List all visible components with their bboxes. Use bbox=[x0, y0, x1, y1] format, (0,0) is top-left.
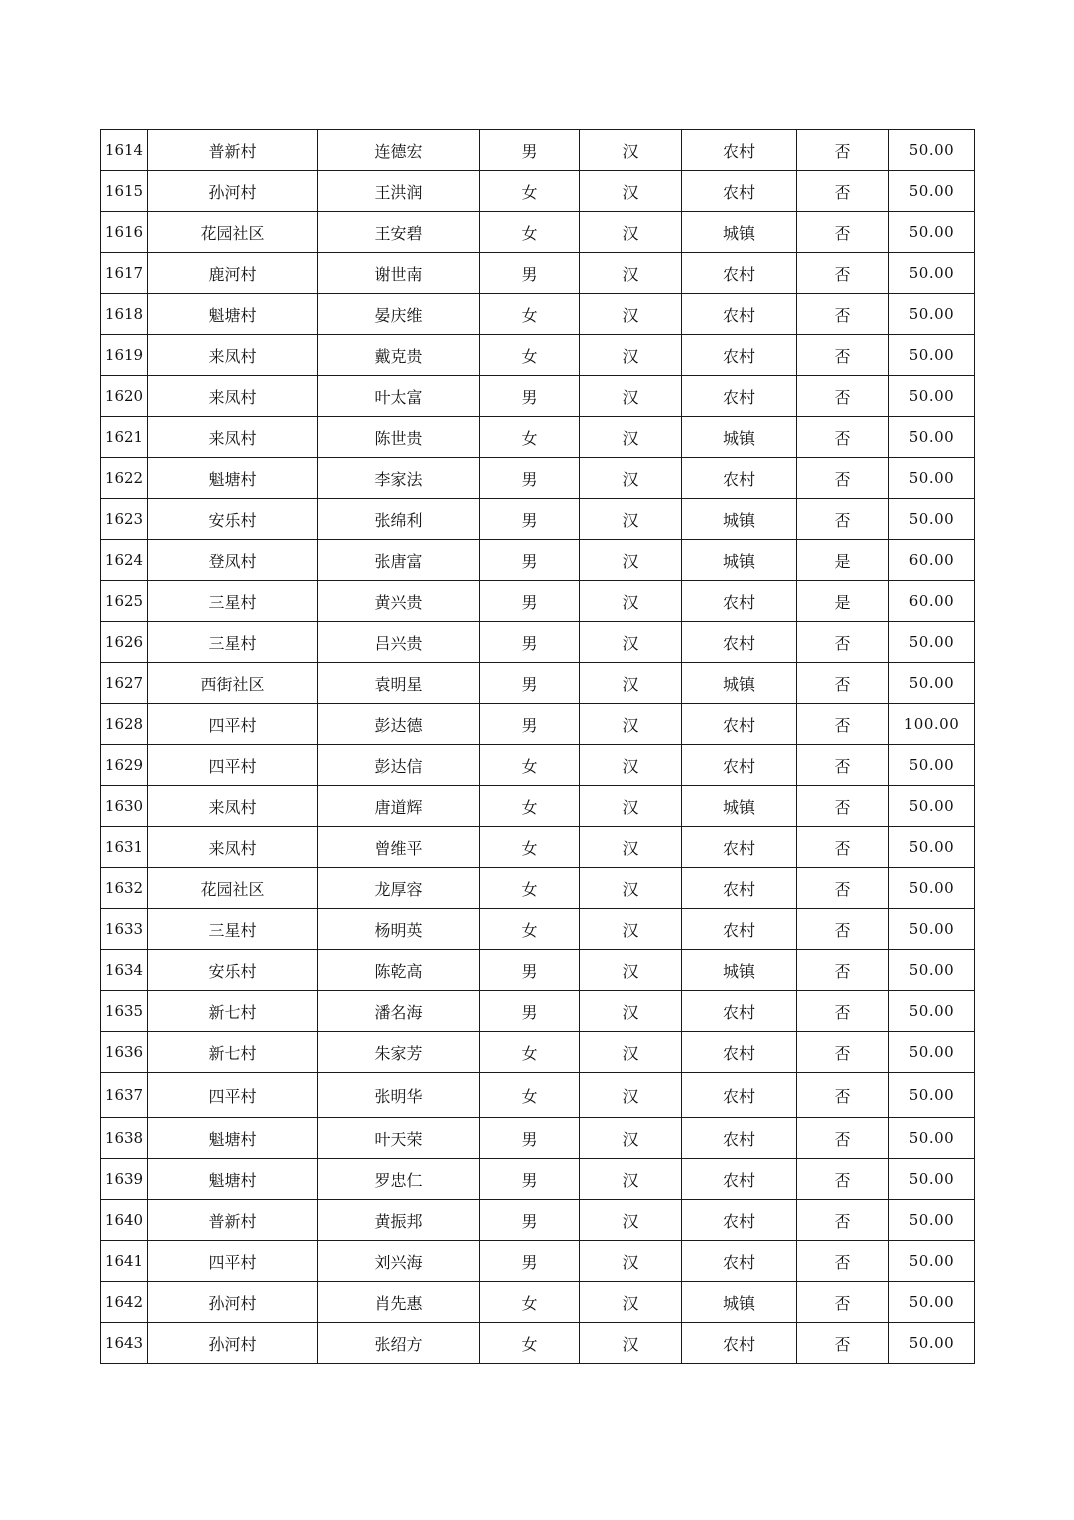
residence-type-cell: 农村 bbox=[682, 171, 797, 212]
flag-cell: 否 bbox=[797, 622, 889, 663]
flag-cell: 否 bbox=[797, 212, 889, 253]
village-cell: 魁塘村 bbox=[148, 458, 318, 499]
row-number-cell: 1643 bbox=[101, 1323, 148, 1364]
amount-cell: 50.00 bbox=[889, 622, 975, 663]
residence-type-cell: 农村 bbox=[682, 130, 797, 171]
ethnicity-cell: 汉 bbox=[580, 376, 682, 417]
table-row bbox=[101, 663, 975, 704]
gender-cell: 男 bbox=[480, 581, 580, 622]
amount-cell: 50.00 bbox=[889, 745, 975, 786]
row-number-cell: 1637 bbox=[101, 1073, 148, 1118]
flag-cell: 否 bbox=[797, 458, 889, 499]
person-name-cell: 罗忠仁 bbox=[318, 1159, 480, 1200]
flag-cell: 否 bbox=[797, 950, 889, 991]
row-number-cell: 1640 bbox=[101, 1200, 148, 1241]
person-name-cell: 张绵利 bbox=[318, 499, 480, 540]
village-cell: 西街社区 bbox=[148, 663, 318, 704]
residence-type-cell: 农村 bbox=[682, 868, 797, 909]
ethnicity-cell: 汉 bbox=[580, 1323, 682, 1364]
residence-type-cell: 农村 bbox=[682, 909, 797, 950]
ethnicity-cell: 汉 bbox=[580, 786, 682, 827]
row-number-cell: 1615 bbox=[101, 171, 148, 212]
amount-cell: 50.00 bbox=[889, 991, 975, 1032]
gender-cell: 女 bbox=[480, 1032, 580, 1073]
village-cell: 孙河村 bbox=[148, 171, 318, 212]
gender-cell: 男 bbox=[480, 1159, 580, 1200]
gender-cell: 男 bbox=[480, 704, 580, 745]
row-number-cell: 1623 bbox=[101, 499, 148, 540]
amount-cell: 50.00 bbox=[889, 1282, 975, 1323]
table-row bbox=[101, 253, 975, 294]
village-cell: 来凤村 bbox=[148, 827, 318, 868]
residence-type-cell: 农村 bbox=[682, 991, 797, 1032]
flag-cell: 否 bbox=[797, 1159, 889, 1200]
gender-cell: 女 bbox=[480, 868, 580, 909]
person-name-cell: 叶太富 bbox=[318, 376, 480, 417]
amount-cell: 60.00 bbox=[889, 581, 975, 622]
ethnicity-cell: 汉 bbox=[580, 622, 682, 663]
flag-cell: 是 bbox=[797, 581, 889, 622]
residence-type-cell: 农村 bbox=[682, 704, 797, 745]
amount-cell: 60.00 bbox=[889, 540, 975, 581]
amount-cell: 50.00 bbox=[889, 1323, 975, 1364]
gender-cell: 男 bbox=[480, 622, 580, 663]
ethnicity-cell: 汉 bbox=[580, 991, 682, 1032]
village-cell: 孙河村 bbox=[148, 1323, 318, 1364]
gender-cell: 男 bbox=[480, 1118, 580, 1159]
person-name-cell: 杨明英 bbox=[318, 909, 480, 950]
village-cell: 来凤村 bbox=[148, 786, 318, 827]
ethnicity-cell: 汉 bbox=[580, 704, 682, 745]
residence-type-cell: 城镇 bbox=[682, 950, 797, 991]
person-name-cell: 叶天荣 bbox=[318, 1118, 480, 1159]
table-row bbox=[101, 376, 975, 417]
row-number-cell: 1621 bbox=[101, 417, 148, 458]
table-row bbox=[101, 458, 975, 499]
table-row bbox=[101, 417, 975, 458]
gender-cell: 男 bbox=[480, 376, 580, 417]
ethnicity-cell: 汉 bbox=[580, 950, 682, 991]
gender-cell: 男 bbox=[480, 130, 580, 171]
person-name-cell: 黄振邦 bbox=[318, 1200, 480, 1241]
gender-cell: 男 bbox=[480, 253, 580, 294]
village-cell: 四平村 bbox=[148, 745, 318, 786]
row-number-cell: 1625 bbox=[101, 581, 148, 622]
table-row bbox=[101, 1200, 975, 1241]
roster-table bbox=[100, 129, 975, 1364]
person-name-cell: 朱家芳 bbox=[318, 1032, 480, 1073]
flag-cell: 否 bbox=[797, 171, 889, 212]
flag-cell: 否 bbox=[797, 868, 889, 909]
amount-cell: 50.00 bbox=[889, 1241, 975, 1282]
flag-cell: 是 bbox=[797, 540, 889, 581]
residence-type-cell: 城镇 bbox=[682, 212, 797, 253]
table-row bbox=[101, 991, 975, 1032]
flag-cell: 否 bbox=[797, 909, 889, 950]
residence-type-cell: 城镇 bbox=[682, 786, 797, 827]
table-row bbox=[101, 868, 975, 909]
row-number-cell: 1634 bbox=[101, 950, 148, 991]
flag-cell: 否 bbox=[797, 417, 889, 458]
table-row bbox=[101, 704, 975, 745]
roster-body bbox=[101, 130, 975, 1364]
amount-cell: 50.00 bbox=[889, 950, 975, 991]
amount-cell: 50.00 bbox=[889, 1200, 975, 1241]
flag-cell: 否 bbox=[797, 1032, 889, 1073]
ethnicity-cell: 汉 bbox=[580, 212, 682, 253]
person-name-cell: 连德宏 bbox=[318, 130, 480, 171]
amount-cell: 50.00 bbox=[889, 130, 975, 171]
village-cell: 魁塘村 bbox=[148, 1159, 318, 1200]
gender-cell: 女 bbox=[480, 417, 580, 458]
person-name-cell: 王洪润 bbox=[318, 171, 480, 212]
flag-cell: 否 bbox=[797, 1323, 889, 1364]
village-cell: 鹿河村 bbox=[148, 253, 318, 294]
table-row bbox=[101, 745, 975, 786]
village-cell: 三星村 bbox=[148, 581, 318, 622]
gender-cell: 女 bbox=[480, 212, 580, 253]
person-name-cell: 曾维平 bbox=[318, 827, 480, 868]
row-number-cell: 1630 bbox=[101, 786, 148, 827]
ethnicity-cell: 汉 bbox=[580, 1118, 682, 1159]
amount-cell: 50.00 bbox=[889, 335, 975, 376]
row-number-cell: 1617 bbox=[101, 253, 148, 294]
ethnicity-cell: 汉 bbox=[580, 909, 682, 950]
village-cell: 新七村 bbox=[148, 1032, 318, 1073]
flag-cell: 否 bbox=[797, 991, 889, 1032]
table-row bbox=[101, 540, 975, 581]
gender-cell: 男 bbox=[480, 1200, 580, 1241]
row-number-cell: 1638 bbox=[101, 1118, 148, 1159]
person-name-cell: 晏庆维 bbox=[318, 294, 480, 335]
residence-type-cell: 农村 bbox=[682, 1200, 797, 1241]
ethnicity-cell: 汉 bbox=[580, 663, 682, 704]
residence-type-cell: 农村 bbox=[682, 294, 797, 335]
residence-type-cell: 城镇 bbox=[682, 663, 797, 704]
gender-cell: 男 bbox=[480, 991, 580, 1032]
person-name-cell: 张明华 bbox=[318, 1073, 480, 1118]
residence-type-cell: 农村 bbox=[682, 1241, 797, 1282]
village-cell: 四平村 bbox=[148, 704, 318, 745]
amount-cell: 50.00 bbox=[889, 786, 975, 827]
row-number-cell: 1624 bbox=[101, 540, 148, 581]
person-name-cell: 彭达德 bbox=[318, 704, 480, 745]
flag-cell: 否 bbox=[797, 376, 889, 417]
ethnicity-cell: 汉 bbox=[580, 1241, 682, 1282]
table-row bbox=[101, 1073, 975, 1118]
village-cell: 魁塘村 bbox=[148, 294, 318, 335]
village-cell: 三星村 bbox=[148, 622, 318, 663]
row-number-cell: 1622 bbox=[101, 458, 148, 499]
person-name-cell: 刘兴海 bbox=[318, 1241, 480, 1282]
row-number-cell: 1618 bbox=[101, 294, 148, 335]
ethnicity-cell: 汉 bbox=[580, 417, 682, 458]
row-number-cell: 1629 bbox=[101, 745, 148, 786]
row-number-cell: 1628 bbox=[101, 704, 148, 745]
amount-cell: 100.00 bbox=[889, 704, 975, 745]
person-name-cell: 袁明星 bbox=[318, 663, 480, 704]
residence-type-cell: 农村 bbox=[682, 827, 797, 868]
amount-cell: 50.00 bbox=[889, 1073, 975, 1118]
village-cell: 魁塘村 bbox=[148, 1118, 318, 1159]
ethnicity-cell: 汉 bbox=[580, 1073, 682, 1118]
ethnicity-cell: 汉 bbox=[580, 868, 682, 909]
ethnicity-cell: 汉 bbox=[580, 130, 682, 171]
flag-cell: 否 bbox=[797, 1118, 889, 1159]
ethnicity-cell: 汉 bbox=[580, 540, 682, 581]
flag-cell: 否 bbox=[797, 663, 889, 704]
person-name-cell: 陈世贵 bbox=[318, 417, 480, 458]
residence-type-cell: 农村 bbox=[682, 458, 797, 499]
ethnicity-cell: 汉 bbox=[580, 335, 682, 376]
row-number-cell: 1620 bbox=[101, 376, 148, 417]
person-name-cell: 李家法 bbox=[318, 458, 480, 499]
person-name-cell: 唐道辉 bbox=[318, 786, 480, 827]
person-name-cell: 龙厚容 bbox=[318, 868, 480, 909]
flag-cell: 否 bbox=[797, 1241, 889, 1282]
table-row bbox=[101, 622, 975, 663]
row-number-cell: 1639 bbox=[101, 1159, 148, 1200]
village-cell: 安乐村 bbox=[148, 499, 318, 540]
person-name-cell: 陈乾高 bbox=[318, 950, 480, 991]
flag-cell: 否 bbox=[797, 704, 889, 745]
gender-cell: 女 bbox=[480, 171, 580, 212]
residence-type-cell: 农村 bbox=[682, 581, 797, 622]
amount-cell: 50.00 bbox=[889, 171, 975, 212]
table-row bbox=[101, 1032, 975, 1073]
residence-type-cell: 农村 bbox=[682, 1159, 797, 1200]
flag-cell: 否 bbox=[797, 786, 889, 827]
village-cell: 花园社区 bbox=[148, 868, 318, 909]
gender-cell: 男 bbox=[480, 950, 580, 991]
person-name-cell: 王安碧 bbox=[318, 212, 480, 253]
ethnicity-cell: 汉 bbox=[580, 458, 682, 499]
village-cell: 四平村 bbox=[148, 1073, 318, 1118]
table-row bbox=[101, 786, 975, 827]
flag-cell: 否 bbox=[797, 499, 889, 540]
residence-type-cell: 城镇 bbox=[682, 1282, 797, 1323]
flag-cell: 否 bbox=[797, 745, 889, 786]
amount-cell: 50.00 bbox=[889, 376, 975, 417]
row-number-cell: 1627 bbox=[101, 663, 148, 704]
table-row bbox=[101, 171, 975, 212]
residence-type-cell: 农村 bbox=[682, 622, 797, 663]
gender-cell: 女 bbox=[480, 1073, 580, 1118]
residence-type-cell: 城镇 bbox=[682, 417, 797, 458]
row-number-cell: 1641 bbox=[101, 1241, 148, 1282]
person-name-cell: 谢世南 bbox=[318, 253, 480, 294]
flag-cell: 否 bbox=[797, 1200, 889, 1241]
table-row bbox=[101, 212, 975, 253]
residence-type-cell: 农村 bbox=[682, 253, 797, 294]
gender-cell: 女 bbox=[480, 745, 580, 786]
amount-cell: 50.00 bbox=[889, 1032, 975, 1073]
amount-cell: 50.00 bbox=[889, 499, 975, 540]
village-cell: 来凤村 bbox=[148, 417, 318, 458]
gender-cell: 女 bbox=[480, 1282, 580, 1323]
person-name-cell: 吕兴贵 bbox=[318, 622, 480, 663]
residence-type-cell: 农村 bbox=[682, 1323, 797, 1364]
village-cell: 孙河村 bbox=[148, 1282, 318, 1323]
residence-type-cell: 城镇 bbox=[682, 499, 797, 540]
amount-cell: 50.00 bbox=[889, 868, 975, 909]
village-cell: 三星村 bbox=[148, 909, 318, 950]
table-row bbox=[101, 1241, 975, 1282]
flag-cell: 否 bbox=[797, 130, 889, 171]
flag-cell: 否 bbox=[797, 1282, 889, 1323]
row-number-cell: 1626 bbox=[101, 622, 148, 663]
village-cell: 普新村 bbox=[148, 130, 318, 171]
table-row bbox=[101, 581, 975, 622]
row-number-cell: 1632 bbox=[101, 868, 148, 909]
village-cell: 安乐村 bbox=[148, 950, 318, 991]
village-cell: 新七村 bbox=[148, 991, 318, 1032]
table-row bbox=[101, 1282, 975, 1323]
village-cell: 四平村 bbox=[148, 1241, 318, 1282]
row-number-cell: 1619 bbox=[101, 335, 148, 376]
row-number-cell: 1642 bbox=[101, 1282, 148, 1323]
amount-cell: 50.00 bbox=[889, 1159, 975, 1200]
gender-cell: 男 bbox=[480, 458, 580, 499]
ethnicity-cell: 汉 bbox=[580, 1282, 682, 1323]
amount-cell: 50.00 bbox=[889, 417, 975, 458]
ethnicity-cell: 汉 bbox=[580, 294, 682, 335]
gender-cell: 女 bbox=[480, 294, 580, 335]
flag-cell: 否 bbox=[797, 827, 889, 868]
flag-cell: 否 bbox=[797, 1073, 889, 1118]
person-name-cell: 肖先惠 bbox=[318, 1282, 480, 1323]
gender-cell: 男 bbox=[480, 540, 580, 581]
amount-cell: 50.00 bbox=[889, 294, 975, 335]
gender-cell: 女 bbox=[480, 827, 580, 868]
gender-cell: 女 bbox=[480, 1323, 580, 1364]
ethnicity-cell: 汉 bbox=[580, 1200, 682, 1241]
residence-type-cell: 农村 bbox=[682, 1118, 797, 1159]
residence-type-cell: 农村 bbox=[682, 1073, 797, 1118]
gender-cell: 男 bbox=[480, 499, 580, 540]
table-row bbox=[101, 1323, 975, 1364]
residence-type-cell: 农村 bbox=[682, 1032, 797, 1073]
amount-cell: 50.00 bbox=[889, 663, 975, 704]
village-cell: 登凤村 bbox=[148, 540, 318, 581]
ethnicity-cell: 汉 bbox=[580, 1159, 682, 1200]
gender-cell: 男 bbox=[480, 663, 580, 704]
amount-cell: 50.00 bbox=[889, 909, 975, 950]
amount-cell: 50.00 bbox=[889, 1118, 975, 1159]
row-number-cell: 1636 bbox=[101, 1032, 148, 1073]
table-row bbox=[101, 827, 975, 868]
person-name-cell: 张绍方 bbox=[318, 1323, 480, 1364]
ethnicity-cell: 汉 bbox=[580, 745, 682, 786]
amount-cell: 50.00 bbox=[889, 253, 975, 294]
village-cell: 普新村 bbox=[148, 1200, 318, 1241]
village-cell: 花园社区 bbox=[148, 212, 318, 253]
gender-cell: 女 bbox=[480, 786, 580, 827]
row-number-cell: 1616 bbox=[101, 212, 148, 253]
ethnicity-cell: 汉 bbox=[580, 581, 682, 622]
ethnicity-cell: 汉 bbox=[580, 1032, 682, 1073]
table-row bbox=[101, 294, 975, 335]
row-number-cell: 1631 bbox=[101, 827, 148, 868]
table-row bbox=[101, 1118, 975, 1159]
table-row bbox=[101, 1159, 975, 1200]
row-number-cell: 1633 bbox=[101, 909, 148, 950]
gender-cell: 男 bbox=[480, 1241, 580, 1282]
table-row bbox=[101, 335, 975, 376]
table-row bbox=[101, 909, 975, 950]
gender-cell: 女 bbox=[480, 335, 580, 376]
person-name-cell: 张唐富 bbox=[318, 540, 480, 581]
person-name-cell: 黄兴贵 bbox=[318, 581, 480, 622]
person-name-cell: 彭达信 bbox=[318, 745, 480, 786]
ethnicity-cell: 汉 bbox=[580, 499, 682, 540]
table-row bbox=[101, 950, 975, 991]
ethnicity-cell: 汉 bbox=[580, 827, 682, 868]
residence-type-cell: 农村 bbox=[682, 376, 797, 417]
row-number-cell: 1614 bbox=[101, 130, 148, 171]
ethnicity-cell: 汉 bbox=[580, 171, 682, 212]
residence-type-cell: 城镇 bbox=[682, 540, 797, 581]
flag-cell: 否 bbox=[797, 335, 889, 376]
amount-cell: 50.00 bbox=[889, 458, 975, 499]
residence-type-cell: 农村 bbox=[682, 745, 797, 786]
person-name-cell: 戴克贵 bbox=[318, 335, 480, 376]
flag-cell: 否 bbox=[797, 294, 889, 335]
village-cell: 来凤村 bbox=[148, 376, 318, 417]
amount-cell: 50.00 bbox=[889, 212, 975, 253]
amount-cell: 50.00 bbox=[889, 827, 975, 868]
table-row bbox=[101, 130, 975, 171]
row-number-cell: 1635 bbox=[101, 991, 148, 1032]
flag-cell: 否 bbox=[797, 253, 889, 294]
village-cell: 来凤村 bbox=[148, 335, 318, 376]
person-name-cell: 潘名海 bbox=[318, 991, 480, 1032]
residence-type-cell: 农村 bbox=[682, 335, 797, 376]
ethnicity-cell: 汉 bbox=[580, 253, 682, 294]
table-row bbox=[101, 499, 975, 540]
gender-cell: 女 bbox=[480, 909, 580, 950]
